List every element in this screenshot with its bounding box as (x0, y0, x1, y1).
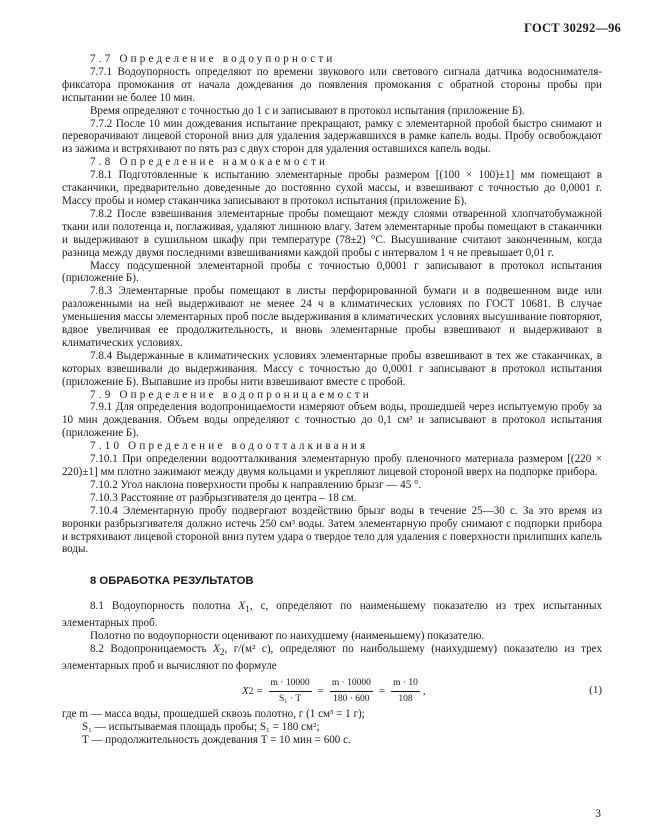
paragraph-7-10-2: 7.10.2 Угол наклона поверхности пробы к направлению брызг — 45 °. (90, 478, 422, 491)
paragraph-8-2: 8.2 Водопроницаемость $X_2$, г/(м² с), определяют по наибольшему (наихудшему) показателю из трех элементарных проб и вычисляют по формуле (62, 643, 602, 673)
section-7-10-title: 7.10 Определение водоотталкивания (90, 440, 369, 453)
equation-number: (1) (589, 684, 602, 697)
fraction-1: $\frac{m \cdot 10000}{\text{S₁ · T}}$ (270, 677, 310, 704)
paragraph-8-1b: Полотно по водоупорности оценивают по наихудшему (наименьшему) показателю. (90, 630, 485, 643)
paragraph-7-10-1: 7.10.1 При определении водоотталкивания элементарную пробу пленочного материала размером [(220 × 220)±1] мм плотно зажимают между двумя кольцами и укрепляют лицевой стороной вверх на подпорке прибора. (62, 453, 602, 478)
formula-1 (62, 676, 602, 706)
section-7-8-title: 7.8 Определение намокаемости (90, 156, 329, 169)
formula-expression: X 2 = $\frac{m \cdot 10000}{\text{S₁ · T}}$ = $\frac{m \cdot 10000}{180 \cdot 600}$ = $\frac{m \cdot 10}{108}$ , (242, 677, 426, 704)
section-8-title: 8 ОБРАБОТКА РЕЗУЛЬТАТОВ (90, 575, 254, 588)
fraction-3: $\frac{m \cdot 10}{108}$ (393, 677, 418, 704)
paragraph-7-8-2: 7.8.2 После взвешивания элементарные пробы помещают между слоями отваренной хлопчатобумажной ткани или полотенца и, поглаживая, удаляют лишнюю влагу. Затем элементарные пробы помещают в стаканчики и выдерживают в сушильном шкафу при температуре (78±2) °С. Высушивание считают законченным, когда разница между двумя последними взвешиваниями каждой пробы с интервалом 1 ч не превышает 0,01 г. (62, 207, 602, 259)
paragraph-7-7-2: 7.7.2 После 10 мин дождевания испытание прекращают, рамку с элементарной пробой быстро снимают и переворачивают лицевой стороной вниз для удаления задержавшихся в рамке капель воды. Пробу освобождают из зажима и встряхивают по пять раз с двух сторон для удаления оставшихся капель воды. (62, 117, 602, 156)
definition-t: T — продолжительность дождевания T = 10 мин = 600 с. (82, 734, 351, 747)
section-7-7-title: 7.7 Определение водоупорности (90, 53, 336, 65)
page-number: 3 (595, 808, 601, 820)
paragraph-7-8-4: 7.8.4 Выдержанные в климатических условиях элементарные пробы взвешивают в тех же стаканчиках, в которых взвешивали до выдерживания. Массу с точностью до 0,0001 г записывают в протокол испытания (приложение Б). Выпавшие из пробы нити взвешивают вместе с пробой. (62, 349, 602, 388)
standard-header: ГОСТ 30292—96 (524, 21, 621, 35)
fraction-2: $\frac{m \cdot 10000}{180 \cdot 600}$ (331, 677, 371, 704)
paragraph-7-10-3: 7.10.3 Расстояние от разбрызгивателя до центра – 18 см. (90, 491, 357, 504)
paragraph-7-8-2b: Массу подсушенной элементарной пробы с точностью 0,0001 г записывают в протокол испытания (приложение Б). (62, 259, 602, 285)
paragraph-7-7-1b: Время определяют с точностью до 1 с и записывают в протокол испытания (приложение Б). (90, 104, 525, 117)
paragraph-7-8-3: 7.8.3 Элементарные пробы помещают в листы перфорированной бумаги и в подвешенном виде или разложенными на ней выдерживают не менее 24 ч в климатических условиях по ГОСТ 10681. В случае уменьшения массы элементарных проб после выдерживания в климатических условиях высушивание повторяют, вдвое увеличивая ее продолжительность, и вновь элементарные пробы взвешивают и выдерживают в климатических условиях. (62, 285, 602, 349)
definition-s1: S₁ — испытываемая площадь пробы; S₁ = 180 см²; (82, 721, 320, 734)
paragraph-7-7-1: 7.7.1 Водоупорность определяют по времени звукового или светового сигнала датчика водоснимателя-фиксатора промокания от начала дождевания до появления промокания с обратной стороны пробы при испытании не более 10 мин. (62, 65, 602, 104)
definition-m: где m — масса воды, прошедшей сквозь полотно, г (1 см³ = 1 г); (62, 708, 365, 721)
paragraph-7-8-1: 7.8.1 Подготовленные к испытанию элементарные пробы размером [(100 × 100)±1] мм помещают в стаканчики, предварительно доведенные до постоянно сухой массы, и взвешивают с точностью до 0,0001 г. Массу пробы и номер стаканчика записывают в протокол испытания (приложение Б). (62, 169, 602, 207)
paragraph-7-10-4: 7.10.4 Элементарную пробу подвергают воздействию брызг воды в течение 25—30 с. За это время из воронки разбрызгивателя должно истечь 250 см³ воды. Затем элементарную пробу снимают с подпорки прибора и встряхивают лицевой стороной вниз путем удара о твердое тело для удаления с поверхности прилипших капель воды. (62, 504, 602, 556)
paragraph-8-1: 8.1 Водоупорность полотна $X_1$, с, определяют по наименьшему показателю из трех испытанных элементарных проб. (62, 600, 602, 630)
paragraph-7-9-1: 7.9.1 Для определения водопроницаемости измеряют объем воды, прошедшей через испытуемую пробу за 10 мин дождевания. Объем воды определяют с точностью до 0,1 см³ и записывают в протокол испытания (приложение Б). (62, 401, 602, 440)
section-7-9-title: 7.9 Определение водопроницаемости (90, 388, 372, 401)
document-body (62, 53, 602, 747)
